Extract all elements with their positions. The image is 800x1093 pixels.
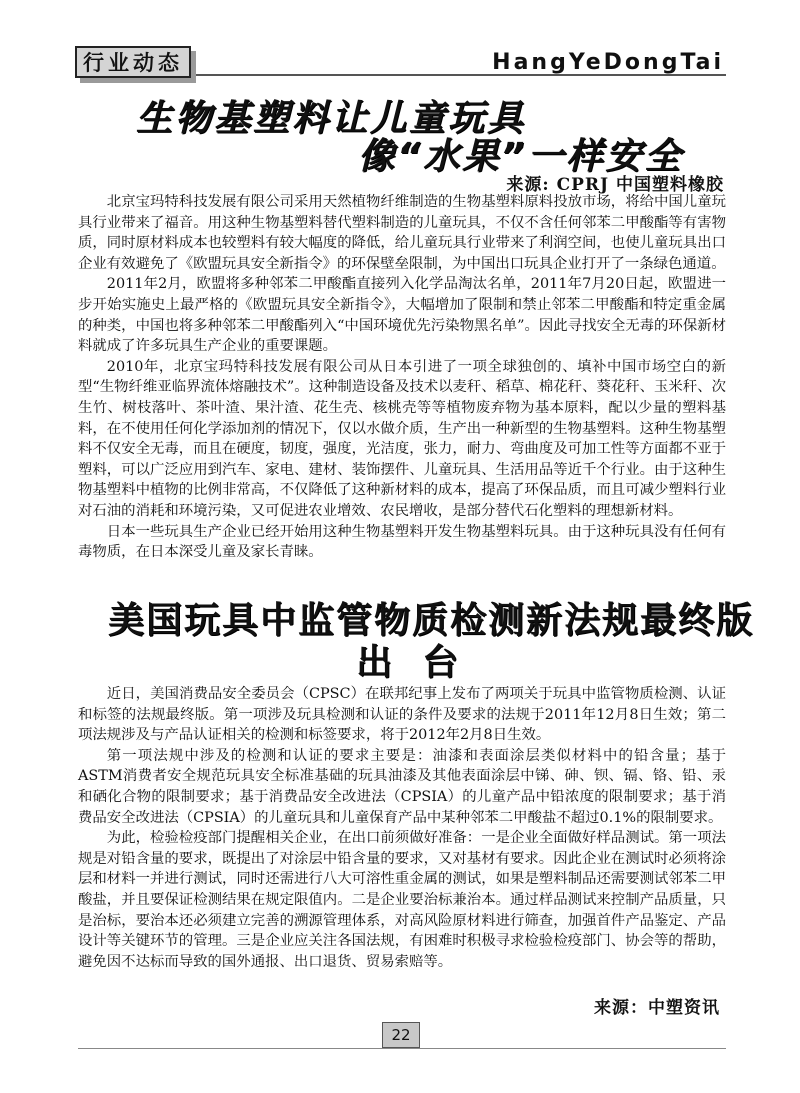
article1-title-line2: 像“水果”一样安全 [358, 136, 684, 177]
article2-body [78, 684, 726, 972]
article1-paragraph: 北京宝玛特科技发展有限公司采用天然植物纤维制造的生物基塑料原料投放市场，将给中国儿童玩具行业带来了福音。用这种生物基塑料替代塑料制造的儿童玩具，不仅不含任何邻苯二甲酸酯等有害物质，同时原材料成本也较塑料有较大幅度的降低，给儿童玩具行业带来了利润空间，也使儿童玩具出口企业有效避免了《欧盟玩具安全新指令》的环保壁垒限制，为中国出口玩具企业打开了一条绿色通道。 [78, 194, 726, 272]
article2-paragraph: 近日，美国消费品安全委员会（CPSC）在联邦纪事上发布了两项关于玩具中监管物质检测、认证和标签的法规最终版。第一项涉及玩具检测和认证的条件及要求的法规于2011年12月8日生效；第二项法规涉及与产品认证相关的检测和标签要求，将于2012年2月8日生效。 [78, 686, 726, 744]
article2-paragraph: 第一项法规中涉及的检测和认证的要求主要是：油漆和表面涂层类似材料中的铅含量；基于ASTM消费者安全规范玩具安全标准基础的玩具油漆及其他表面涂层中锑、砷、钡、镉、铬、铅、汞和硒化合物的限制要求；基于消费品安全改进法（CPSIA）的儿童产品中铅浓度的限制要求；基于消费品安全改进法（CPSIA）的儿童玩具和儿童保育产品中某种邻苯二甲酸盐不超过0.1%的限制要求。 [78, 747, 726, 826]
section-pinyin: HangYeDongTai [492, 50, 724, 75]
article1-paragraph: 2011年2月，欧盟将多种邻苯二甲酸酯直接列入化学品淘汰名单，2011年7月20日起，欧盟进一步开始实施史上最严格的《欧盟玩具安全新指令》，大幅增加了限制和禁止邻苯二甲酸酯和特定重金属的种类，中国也将多种邻苯二甲酸酯列入“中国环境优先污染物黑名单”。因此寻找安全无毒的环保新材料就成了许多玩具生产企业的重要课题。 [78, 276, 726, 355]
page-number: 22 [382, 1022, 420, 1048]
article2-source: 来源：中塑资讯 [594, 998, 720, 1018]
article1-title-line1: 生物基塑料让儿童玩具 [136, 98, 527, 139]
article2-title-line2: 出台 [356, 642, 489, 683]
article1-paragraph: 日本一些玩具生产企业已经开始用这种生物基塑料开发生物基塑料玩具。由于这种玩具没有任何有毒物质，在日本深受儿童及家长青睐。 [78, 523, 726, 561]
article2-paragraph: 为此，检验检疫部门提醒相关企业，在出口前须做好准备：一是企业全面做好样品测试。第一项法规是对铅含量的要求，既提出了对涂层中铅含量的要求，又对基材有要求。因此企业在测试时必须将涂层和材料一并进行测试，同时还需进行八大可溶性重金属的测试，如果是塑料制品还需要测试邻苯二甲酸盐，并且要保证检测结果在规定限值内。二是企业要治标兼治本。通过样品测试来控制产品质量，只是治标，要治本还必须建立完善的溯源管理体系，对高风险原材料进行筛查，加强首件产品鉴定、产品设计等关键环节的管理。三是企业应关注各国法规，有困难时积极寻求检验检疫部门、协会等的帮助，避免因不达标而导致的国外通报、出口退货、贸易索赔等。 [78, 830, 726, 970]
footer-divider [78, 1048, 726, 1049]
article1-body [78, 192, 726, 563]
article2-title-line1: 美国玩具中监管物质检测新法规最终版 [108, 600, 755, 641]
section-tag: 行业动态 [75, 46, 191, 78]
article1-paragraph: 2010年，北京宝玛特科技发展有限公司从日本引进了一项全球独创的、填补中国市场空白的新型“生物纤维亚临界流体熔融技术”。这种制造设备及技术以麦秆、稻草、棉花秆、葵花秆、玉米秆、次生竹、树枝落叶、茶叶渣、果汁渣、花生壳、核桃壳等等植物废弃物为基本原料，配以少量的塑料基料，在不使用任何化学添加剂的情况下，仅以水做介质，生产出一种新型的生物基塑料。这种生物基塑料不仅安全无毒，而且在硬度，韧度，强度，光洁度，张力，耐力、弯曲度及可加工性等方面都不亚于塑料，可以广泛应用到汽车、家电、建材、装饰摆件、儿童玩具、生活用品等近千个行业。由于这种生物基塑料中植物的比例非常高，不仅降低了这种新材料的成本，提高了环保品质，而且可减少塑料行业对石油的消耗和环境污染，又可促进农业增效、农民增收，是部分替代石化塑料的理想新材料。 [78, 358, 726, 519]
article1-source: 来源: CPRJ 中国塑料橡胶 [506, 175, 724, 195]
